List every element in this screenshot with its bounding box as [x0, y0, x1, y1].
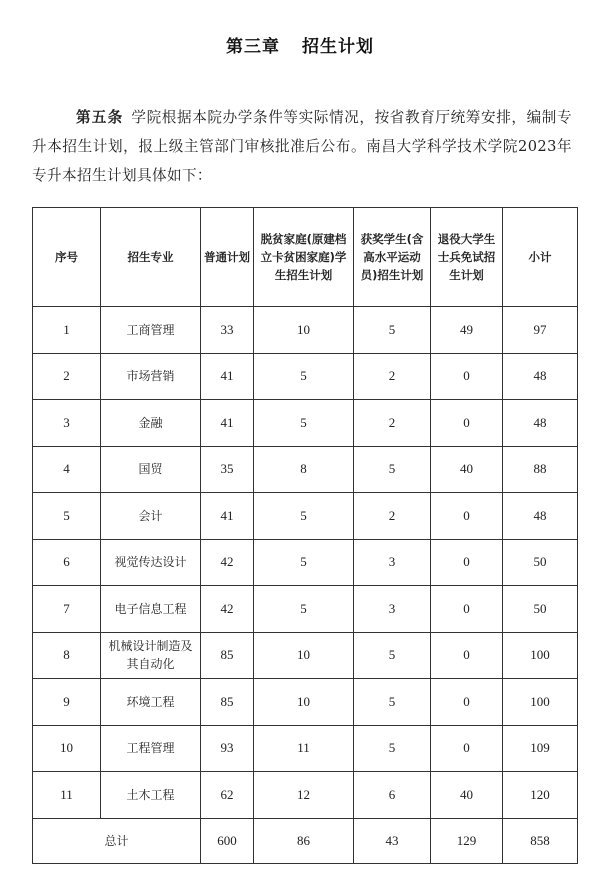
cell-poverty: 5	[254, 353, 354, 400]
cell-subtotal: 100	[503, 632, 578, 679]
cell-seq: 8	[33, 632, 101, 679]
cell-poverty: 5	[254, 493, 354, 540]
cell-veteran: 0	[431, 493, 503, 540]
header-regular: 普通计划	[201, 208, 254, 307]
cell-poverty: 10	[254, 632, 354, 679]
cell-poverty: 10	[254, 307, 354, 354]
total-poverty: 86	[254, 818, 354, 863]
cell-veteran: 0	[431, 539, 503, 586]
chapter-title	[0, 32, 600, 57]
cell-poverty: 5	[254, 539, 354, 586]
cell-subtotal: 109	[503, 725, 578, 772]
cell-major: 工商管理	[101, 307, 201, 354]
cell-major: 土木工程	[101, 772, 201, 819]
cell-major: 国贸	[101, 446, 201, 493]
cell-major: 工程管理	[101, 725, 201, 772]
cell-seq: 5	[33, 493, 101, 540]
cell-veteran: 40	[431, 446, 503, 493]
cell-regular: 42	[201, 539, 254, 586]
cell-award: 3	[354, 586, 431, 633]
cell-regular: 41	[201, 493, 254, 540]
cell-major: 金融	[101, 400, 201, 447]
cell-veteran: 49	[431, 307, 503, 354]
cell-subtotal: 50	[503, 539, 578, 586]
table-row	[33, 632, 578, 679]
cell-award: 2	[354, 353, 431, 400]
table-row	[33, 400, 578, 447]
table-row	[33, 772, 578, 819]
cell-poverty: 5	[254, 586, 354, 633]
total-award: 43	[354, 818, 431, 863]
header-poverty: 脱贫家庭(原建档立卡贫困家庭)学生招生计划	[254, 208, 354, 307]
cell-poverty: 12	[254, 772, 354, 819]
cell-regular: 35	[201, 446, 254, 493]
cell-subtotal: 88	[503, 446, 578, 493]
article-text: 学院根据本院办学条件等实际情况，按省教育厅统筹安排，编制专升本招生计划，报上级主管部门审核批准后公布。南昌大学科学技术学院2023年专升本招生计划具体如下：	[32, 109, 572, 184]
header-major: 招生专业	[101, 208, 201, 307]
cell-seq: 7	[33, 586, 101, 633]
cell-subtotal: 100	[503, 679, 578, 726]
cell-regular: 41	[201, 400, 254, 447]
cell-veteran: 40	[431, 772, 503, 819]
cell-award: 5	[354, 679, 431, 726]
cell-subtotal: 120	[503, 772, 578, 819]
table-row	[33, 539, 578, 586]
cell-seq: 10	[33, 725, 101, 772]
table-row	[33, 679, 578, 726]
cell-seq: 9	[33, 679, 101, 726]
cell-major: 市场营销	[101, 353, 201, 400]
cell-regular: 33	[201, 307, 254, 354]
cell-poverty: 8	[254, 446, 354, 493]
article-paragraph	[32, 103, 572, 190]
cell-award: 5	[354, 446, 431, 493]
total-regular: 600	[201, 818, 254, 863]
cell-award: 5	[354, 725, 431, 772]
cell-seq: 2	[33, 353, 101, 400]
table-row	[33, 493, 578, 540]
cell-subtotal: 97	[503, 307, 578, 354]
enrollment-plan-table	[32, 207, 578, 864]
cell-award: 6	[354, 772, 431, 819]
cell-award: 2	[354, 493, 431, 540]
cell-poverty: 10	[254, 679, 354, 726]
cell-major: 会计	[101, 493, 201, 540]
cell-veteran: 0	[431, 679, 503, 726]
cell-poverty: 5	[254, 400, 354, 447]
total-label: 总计	[33, 818, 201, 863]
cell-veteran: 0	[431, 353, 503, 400]
cell-major: 视觉传达设计	[101, 539, 201, 586]
cell-major: 电子信息工程	[101, 586, 201, 633]
cell-subtotal: 50	[503, 586, 578, 633]
cell-veteran: 0	[431, 586, 503, 633]
header-award: 获奖学生(含高水平运动员)招生计划	[354, 208, 431, 307]
cell-veteran: 0	[431, 632, 503, 679]
cell-award: 3	[354, 539, 431, 586]
cell-seq: 4	[33, 446, 101, 493]
table-row	[33, 307, 578, 354]
cell-regular: 62	[201, 772, 254, 819]
cell-seq: 11	[33, 772, 101, 819]
cell-regular: 42	[201, 586, 254, 633]
table-row	[33, 586, 578, 633]
header-veteran: 退役大学生士兵免试招生计划	[431, 208, 503, 307]
cell-seq: 1	[33, 307, 101, 354]
total-veteran: 129	[431, 818, 503, 863]
cell-award: 5	[354, 632, 431, 679]
header-subtotal: 小计	[503, 208, 578, 307]
table-row	[33, 446, 578, 493]
cell-award: 2	[354, 400, 431, 447]
cell-major: 机械设计制造及其自动化	[101, 632, 201, 679]
cell-seq: 3	[33, 400, 101, 447]
cell-veteran: 0	[431, 725, 503, 772]
table-header-row	[33, 208, 578, 307]
cell-veteran: 0	[431, 400, 503, 447]
cell-seq: 6	[33, 539, 101, 586]
cell-regular: 85	[201, 679, 254, 726]
cell-regular: 85	[201, 632, 254, 679]
header-seq: 序号	[33, 208, 101, 307]
chapter-name: 招生计划	[302, 37, 374, 57]
cell-subtotal: 48	[503, 493, 578, 540]
cell-regular: 93	[201, 725, 254, 772]
table-row	[33, 725, 578, 772]
cell-award: 5	[354, 307, 431, 354]
cell-subtotal: 48	[503, 400, 578, 447]
article-label: 第五条	[76, 109, 124, 126]
cell-subtotal: 48	[503, 353, 578, 400]
cell-regular: 41	[201, 353, 254, 400]
cell-major: 环境工程	[101, 679, 201, 726]
total-subtotal: 858	[503, 818, 578, 863]
table-total-row	[33, 818, 578, 863]
table-row	[33, 353, 578, 400]
chapter-number: 第三章	[226, 37, 280, 57]
cell-poverty: 11	[254, 725, 354, 772]
